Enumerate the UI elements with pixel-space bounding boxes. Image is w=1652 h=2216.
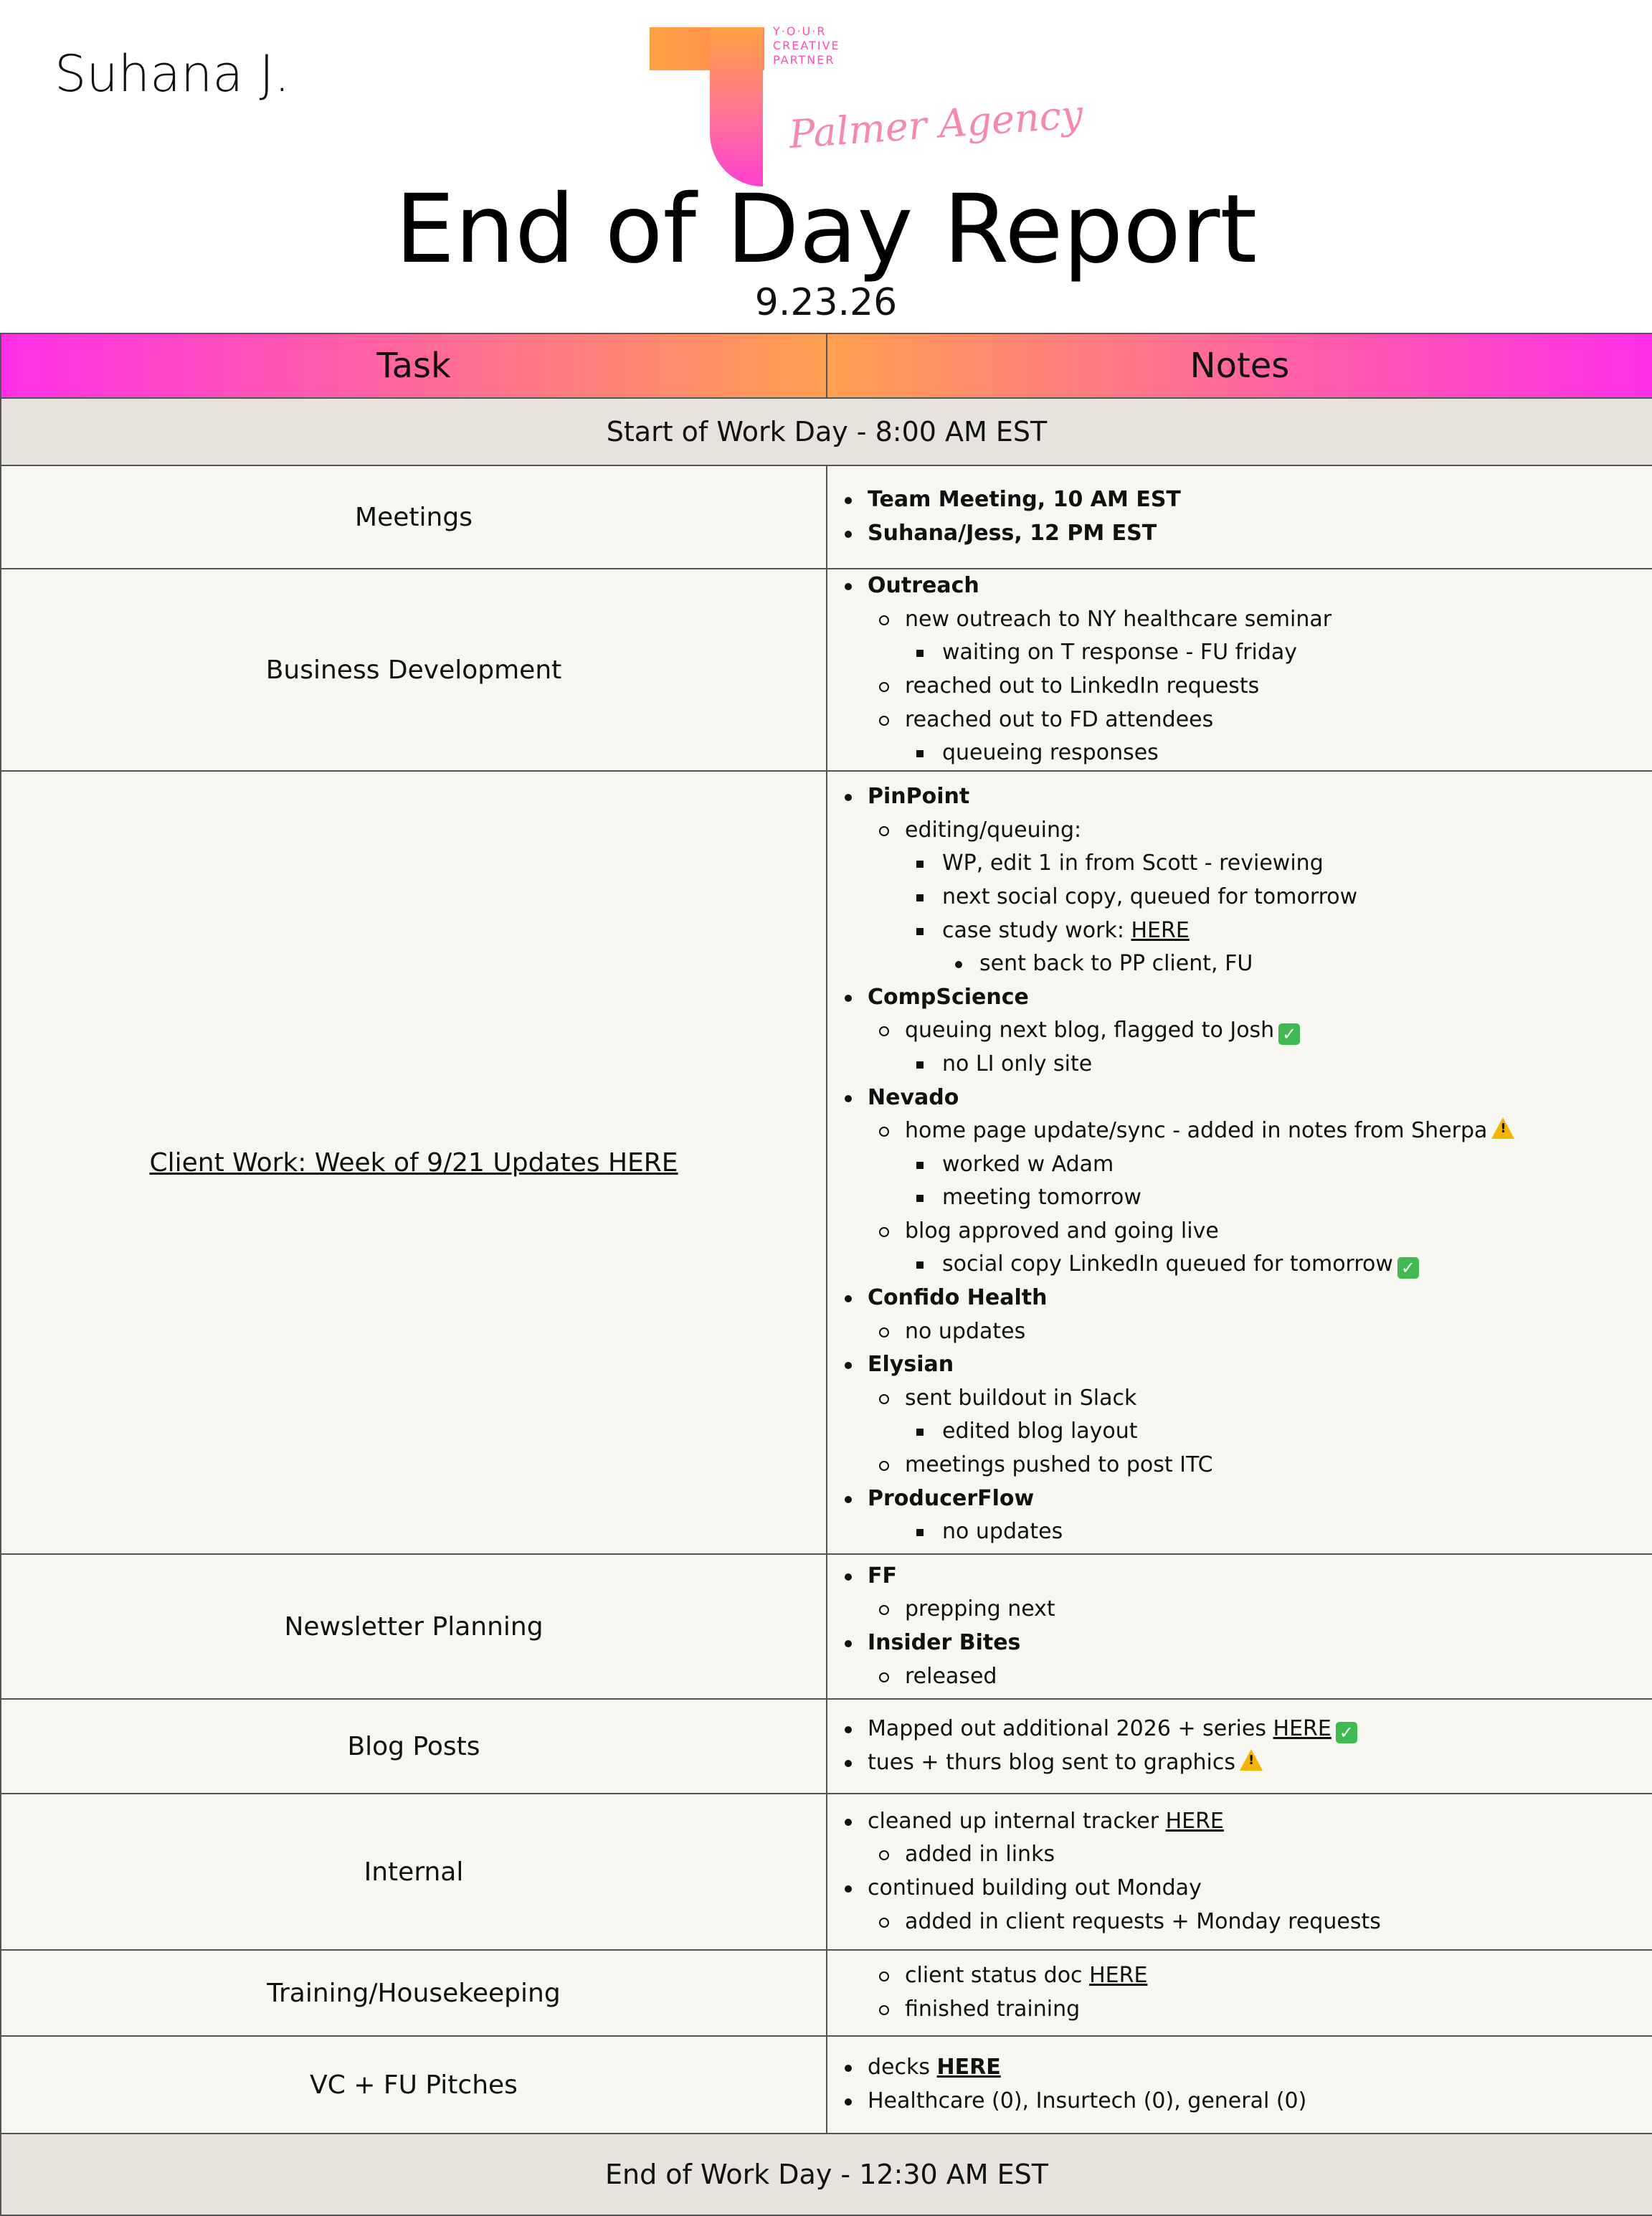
end-of-day-label: End of Work Day - 12:30 AM EST — [1, 2134, 1652, 2215]
note-text: queueing responses — [942, 740, 1159, 766]
task-cell — [1, 2036, 827, 2134]
note-heading: PinPoint — [868, 784, 970, 810]
note-text: no LI only site — [942, 1051, 1093, 1076]
logo-script: Palmer Agency — [787, 91, 1085, 158]
note-item — [827, 1593, 1652, 1627]
author-name: Suhana J. — [54, 44, 290, 103]
table-row — [1, 1950, 1652, 2036]
notes-cell — [827, 465, 1652, 569]
notes-list — [827, 569, 1652, 770]
task-cell — [1, 569, 827, 771]
note-text: edited blog layout — [942, 1419, 1138, 1444]
note-item — [827, 636, 1652, 670]
note-text: blog approved and going live — [905, 1218, 1219, 1244]
note-text: added in links — [905, 1842, 1055, 1867]
note-item — [827, 1014, 1652, 1048]
check-icon: ✓ — [1278, 1023, 1300, 1045]
check-icon: ✓ — [1397, 1257, 1419, 1279]
note-text: editing/queuing: — [905, 817, 1082, 843]
task-label: Blog Posts — [347, 1731, 480, 1761]
task-link[interactable]: Client Work: Week of 9/21 Updates HERE — [149, 1147, 678, 1178]
note-item — [827, 1713, 1652, 1746]
note-text: reached out to LinkedIn requests — [905, 673, 1260, 699]
note-text: new outreach to NY healthcare seminar — [905, 606, 1332, 632]
table-row — [1, 1699, 1652, 1794]
notes-list — [827, 1713, 1652, 1779]
note-item — [827, 1148, 1652, 1182]
note-heading: Outreach — [868, 573, 979, 599]
note-item — [827, 1114, 1652, 1148]
notes-cell — [827, 569, 1652, 771]
table-row — [1, 2036, 1652, 2134]
notes-cell — [827, 771, 1652, 1554]
note-item — [827, 1282, 1652, 1315]
notes-list — [827, 1959, 1652, 2026]
note-text: released — [905, 1663, 997, 1689]
task-cell — [1, 771, 827, 1554]
note-text: meetings pushed to post ITC — [905, 1452, 1213, 1478]
note-item — [827, 1449, 1652, 1482]
note-item — [827, 1482, 1652, 1516]
note-text: no updates — [905, 1318, 1026, 1344]
note-text: continued building out Monday — [868, 1875, 1202, 1900]
task-label: Meetings — [355, 502, 473, 532]
task-label: Internal — [364, 1857, 464, 1887]
note-item — [827, 881, 1652, 914]
note-text: social copy LinkedIn queued for tomorrow — [942, 1251, 1393, 1277]
note-text: sent back to PP client, FU — [979, 951, 1253, 977]
note-item — [827, 1382, 1652, 1416]
note-item — [827, 1560, 1652, 1594]
note-heading: Insider Bites — [868, 1630, 1021, 1655]
note-item — [827, 1248, 1652, 1282]
note-text: waiting on T response - FU friday — [942, 640, 1298, 666]
note-item — [827, 483, 1652, 517]
note-item — [827, 2051, 1652, 2085]
note-item — [827, 1081, 1652, 1115]
note-item — [827, 1415, 1652, 1449]
note-item — [827, 2085, 1652, 2118]
notes-cell — [827, 2036, 1652, 2134]
note-text: decks — [868, 2055, 937, 2080]
note-heading: CompScience — [868, 984, 1029, 1010]
note-text: finished training — [905, 1997, 1081, 2022]
task-label: Training/Housekeeping — [267, 1978, 561, 2008]
note-item — [827, 569, 1652, 603]
note-text: meeting tomorrow — [942, 1185, 1141, 1211]
note-heading: Nevado — [868, 1084, 959, 1110]
table-row — [1, 771, 1652, 1554]
column-header-task: Task — [1, 333, 827, 398]
note-text: added in client requests + Monday requests — [905, 1908, 1381, 1934]
note-item — [827, 517, 1652, 551]
check-icon: ✓ — [1336, 1722, 1357, 1743]
notes-cell — [827, 1699, 1652, 1794]
note-text: Healthcare (0), Insurtech (0), general (0) — [868, 2088, 1307, 2113]
logo-arch-shape — [710, 27, 763, 186]
note-item — [827, 603, 1652, 637]
note-heading: Team Meeting, 10 AM EST — [868, 487, 1181, 513]
note-text: worked w Adam — [942, 1151, 1114, 1177]
note-item — [827, 1905, 1652, 1939]
logo-tagline: Y·O·U·R CREATIVE PARTNER — [773, 24, 840, 67]
note-item — [827, 737, 1652, 770]
here-link[interactable]: HERE — [1089, 1963, 1148, 1989]
here-link[interactable]: HERE — [936, 2055, 1001, 2080]
note-text: case study work: — [942, 917, 1131, 943]
note-item — [827, 1959, 1652, 1993]
note-text: sent buildout in Slack — [905, 1385, 1137, 1411]
note-item — [827, 1993, 1652, 2027]
note-item — [827, 1315, 1652, 1349]
note-text: next social copy, queued for tomorrow — [942, 884, 1358, 909]
note-item — [827, 1048, 1652, 1081]
here-link[interactable]: HERE — [1165, 1808, 1224, 1834]
warning-icon: ! — [1240, 1749, 1263, 1771]
note-item — [827, 981, 1652, 1015]
note-item — [827, 1181, 1652, 1215]
note-heading: ProducerFlow — [868, 1485, 1035, 1511]
report-title: End of Day Report — [394, 174, 1258, 285]
note-item — [827, 1746, 1652, 1780]
note-text: client status doc — [905, 1963, 1090, 1989]
task-cell — [1, 465, 827, 569]
note-item — [827, 1838, 1652, 1872]
task-label: Newsletter Planning — [284, 1611, 543, 1642]
note-item — [827, 704, 1652, 737]
column-header-notes: Notes — [827, 333, 1652, 398]
note-item — [827, 847, 1652, 881]
note-item — [827, 814, 1652, 848]
task-cell — [1, 1699, 827, 1794]
note-item — [827, 1872, 1652, 1905]
note-heading: Confido Health — [868, 1285, 1048, 1311]
agency-logo — [645, 23, 1085, 189]
note-heading: FF — [868, 1563, 897, 1588]
note-item — [827, 1215, 1652, 1249]
note-item — [827, 1348, 1652, 1382]
notes-cell — [827, 1794, 1652, 1950]
start-of-day-label: Start of Work Day - 8:00 AM EST — [1, 398, 1652, 465]
note-item — [827, 670, 1652, 704]
note-heading: Elysian — [868, 1352, 954, 1378]
note-item — [827, 1515, 1652, 1549]
note-item — [827, 780, 1652, 814]
task-cell — [1, 1554, 827, 1699]
start-of-day-row — [1, 398, 1652, 465]
table-header-row — [1, 333, 1652, 398]
note-item — [827, 1627, 1652, 1660]
note-text: reached out to FD attendees — [905, 706, 1214, 732]
notes-cell — [827, 1554, 1652, 1699]
note-text: queuing next blog, flagged to Josh — [905, 1018, 1275, 1043]
note-item — [827, 947, 1652, 981]
notes-cell — [827, 1950, 1652, 2036]
notes-list — [827, 483, 1652, 550]
report-date: 9.23.26 — [754, 281, 898, 324]
task-label: VC + FU Pitches — [310, 2070, 518, 2100]
task-label: Business Development — [265, 655, 562, 685]
note-text: home page update/sync - added in notes from Sherpa — [905, 1118, 1488, 1144]
here-link[interactable]: HERE — [1273, 1716, 1331, 1742]
here-link[interactable]: HERE — [1131, 917, 1190, 943]
note-text: no updates — [942, 1519, 1063, 1545]
table-row — [1, 465, 1652, 569]
notes-list — [827, 2051, 1652, 2118]
table-row — [1, 1554, 1652, 1699]
note-text: WP, edit 1 in from Scott - reviewing — [942, 851, 1324, 876]
notes-list — [827, 1805, 1652, 1938]
note-text: Mapped out additional 2026 + series — [868, 1716, 1273, 1742]
note-item — [827, 1805, 1652, 1839]
table-row — [1, 569, 1652, 771]
table-row — [1, 1794, 1652, 1950]
report-table — [0, 333, 1652, 2216]
note-text: tues + thurs blog sent to graphics — [868, 1750, 1236, 1775]
note-text: cleaned up internal tracker — [868, 1808, 1166, 1834]
notes-list — [827, 1560, 1652, 1693]
task-cell — [1, 1950, 827, 2036]
note-item — [827, 914, 1652, 948]
notes-list — [827, 780, 1652, 1549]
note-item — [827, 1660, 1652, 1694]
task-cell — [1, 1794, 827, 1950]
note-heading: Suhana/Jess, 12 PM EST — [868, 521, 1157, 546]
warning-icon: ! — [1491, 1117, 1514, 1139]
note-text: prepping next — [905, 1596, 1055, 1622]
